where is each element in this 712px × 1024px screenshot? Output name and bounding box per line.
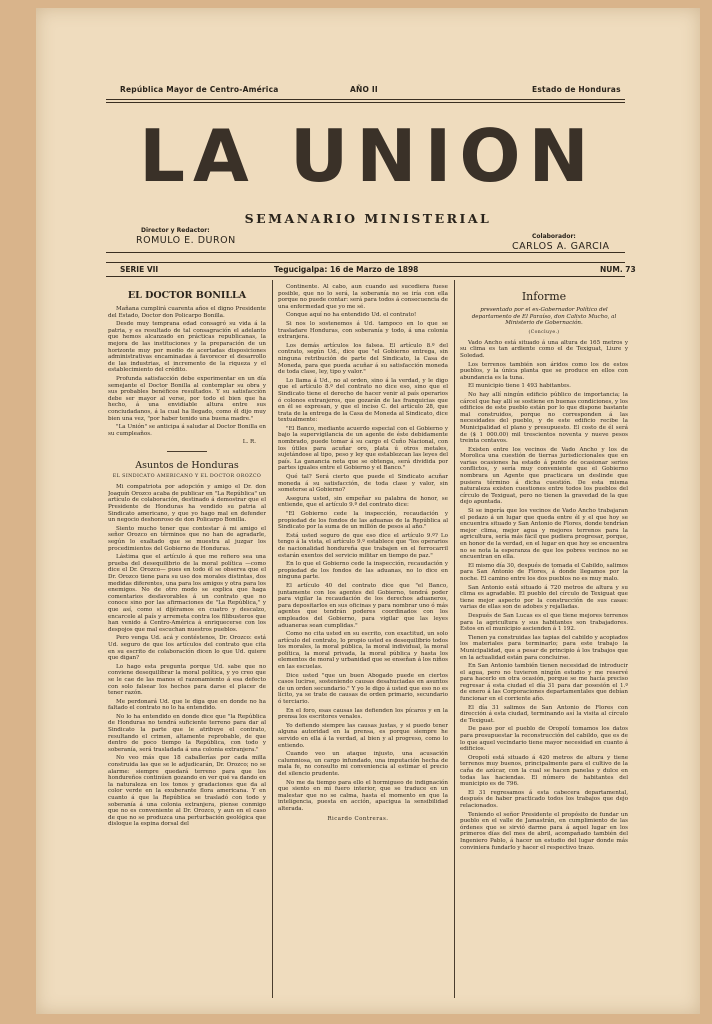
article-continued-body (278, 284, 448, 813)
issue-rule-top (106, 262, 625, 263)
informe-body (460, 340, 628, 851)
issue-series: SERIE VII (120, 265, 159, 274)
paragraph: Dice usted "que un buen Abogado puede en ciertos casos lucirse, sosteniendo causas desahuciadas en asuntos de un orden secundario." Y yo le digo á usted que eso no es lícito, ya se trate de causas de orden primario, secundario ó terciario. (278, 672, 448, 706)
paragraph: Oropolí está situado á 420 metros de altura y tiene terrenos muy buenos, principalmente para el cultivo de la caña de azúcar, con la cual se hacen panelas y dulce en todas las haciendas. El número de habitantes del municipio es de 796. (460, 754, 628, 788)
masthead-subtitle: SEMANARIO MINISTERIAL (244, 211, 492, 226)
article-divider (167, 451, 207, 452)
collaborator-label: Colaborador: (532, 233, 576, 240)
column-divider-1 (272, 280, 273, 998)
issue-rule-bottom (106, 276, 625, 277)
paragraph: El artículo 40 del contrato dice que "el Banco, juntamente con los agentes del Gobierno, tendrá poder para vigilar la recaudación de los derechos aduaneros, para depositarlos en sus oficinas y para nombrar uno ó más agentes que tendrán poderes coordinados con los empleados del Gobierno, para vigilar que las leyes aduaneras sean cumplidas." (278, 582, 448, 629)
paragraph: Continente. Al cabo, aun cuando así sucediera fuese posible, que no lo será, la soberanía no se iría con ella porque no puede contar: será para todos á consecuencia de una enfermedad que yo me sé. (278, 284, 448, 310)
paragraph: El mismo día 30, después de tomada el Cabildo, salimos para San Antonio de Flores, á donde llegamos por la noche. El camino entre los dos pueblos no es muy malo. (460, 562, 628, 582)
paragraph: Lo hago esta pregunta porque Ud. sabe que no conviene desequilibrar la moral política, y yo creo que se le cae de las manos el razonamiento á esa defecto con solo falsear los hechos para darse el placer de tener razón. (108, 663, 266, 697)
paragraph: De paso por el pueblo de Oropolí tomamos los datos para presupuestar la reconstrucción del cabildo, que es de lo que aquel vecindario tiene mayor necesidad en cuanto á edificios. (460, 726, 628, 753)
column-3 (460, 284, 628, 1006)
article-title-honduras: Asuntos de Honduras (135, 460, 239, 472)
paragraph: Mi compatriota por adopción y amigo el Dr. don Joaquín Orozco acaba de publicar en "La República" un artículo de colaboración, destinado á demostrar que el Presidente de Honduras ha vendido su patria al Sindicato americano, y que yo hago mal en defender un negocio deshonroso de don Policarpo Bonilla. (108, 484, 266, 524)
collaborator-name: CARLOS A. GARCIA (512, 241, 610, 252)
article-title-informe: Informe (521, 290, 567, 303)
header-state: Estado de Honduras (532, 85, 621, 94)
paragraph: Asegura usted, sin empeñar su palabra de honor, se entiende, que el artículo 9.º del contrato dice: (278, 495, 448, 509)
column-2 (278, 284, 448, 1006)
paragraph: Siento mucho tener que contestar á mi amigo el señor Orozco en términos que no han de agradarle, según lo exaltado que se muestra al juzgar los procedimientos del Gobierno de Honduras. (108, 525, 266, 552)
paragraph: Como no cita usted en su escrito, con exactitud, un solo artículo del contrato, lo propio usted es desequilibrio todos los morales, la moral pública, la moral individual, la moral política, la moral privada, la moral pública y hasta los elementos de moral y urbanidad que se enseñan á los niños en las escuelas. (278, 631, 448, 671)
newspaper-page (36, 8, 700, 1014)
paragraph: Lo llama á Ud., no al orden, sino á la verdad, y le digo que el artículo 8.º del contrato no dice eso, sino que el Sindicato tiene el derecho de hacer venir al país operarios ó colonos extranjeros, que gozarán de las franquicias que en él se expresan, y que el inciso C. del artículo 28, que trata de la entrega de la Casa de Moneda al Sindicato, dice textualmente: (278, 377, 448, 424)
paragraph: En lo que el Gobierno cede la inspección, recaudación y propiedad de los fondos de las aduanas, no lo dice en ninguna parte. (278, 561, 448, 581)
article-bonilla-signature: L. R. (242, 439, 256, 446)
paragraph: Conque aquí no ha entendido Ud. el contrato! (286, 312, 417, 319)
article-honduras-body (108, 484, 266, 828)
paragraph: Si se ingería que los vecinos de Vado Ancho trabajaran el pedazo á un lugar que queda entre él y el que hoy se encuentra situado y San Antonio de Flores, donde tendrían mejor clima, mejor agua y mejores terrenos para la agricultura, sería más fácil que pudiera progresar, porque, en honor de la verdad, en el lugar en que hoy se encuentra no se nota la esperanza de que los pobres vecinos no se encuentran en ella. (460, 508, 628, 561)
paragraph: Después de San Lucas es el que tiene mejores terrenos para la agricultura y sus habitantes son trabajadores. Estos en el municipio ascienden á 1 192. (460, 612, 628, 633)
paragraph: En San Antonio también tienen necesidad de introducir el agua, pero no tuvieron ningún estudio y me reservé para hacerlo en otra ocasión, porque se me hacía preciso regresar á esta ciudad el día 31 para dar posesión el 1.º de enero á las Corporaciones departamentales que debían funcionar en el corriente año. (460, 663, 628, 703)
issue-place-date: Tegucigalpa: 16 de Marzo de 1898 (274, 265, 419, 274)
paragraph: Si nos lo sostenemos á Ud. tampoco en lo que se trasladare Honduras, con soberanía y todo, á una colonia extranjera. (278, 320, 448, 341)
paragraph: Profunda satisfacción debe experimentar en un día semejante el Doctor Bonilla al contemplar su obra y sus probables benéficos resultados. Y su satisfacción debe ser mayor al verse, por todo el bien que ha hecho, á una envidiable altura entre sus conciudadanos, á la cual ha llegado, como él dijo muy bien una vez, "por haber tenido una buena madre." (108, 375, 266, 422)
paragraph: San Antonio está situado á 720 metros de altura y su clima es agradable. El pueblo del círculo de Texiguat que tiene mejor aspecto por la construcción de sus casas: varias de ellas son de adobes y rejalladas. (460, 584, 628, 611)
issue-number: NUM. 73 (600, 265, 636, 274)
informe-continued-note: (Concluye.) (528, 329, 560, 335)
director-label: Director y Redactor: (141, 227, 210, 234)
paragraph: El 31 regresamos á esta cabecera departamental, después de haber practicado todos los trabajos que dejo relacionados. (460, 789, 628, 809)
paragraph: Pero venga Ud. acá y contéstenos, Dr. Orozco: está Ud. seguro de que los artículos del contrato que cita en su escrito de colaboración dicen lo que Ud. quiere que digan? (108, 635, 266, 662)
header-republic: República Mayor de Centro-América (120, 85, 279, 94)
header-rule-bottom (106, 102, 625, 103)
paragraph: "El Gobierno cede la inspección, recaudación y propiedad de los fondos de las aduanas de la República al Sindicato por la suma de un millón de pesos al año." (278, 511, 448, 531)
header-year: AÑO II (350, 85, 378, 94)
paragraph: Vado Ancho está situado á una altura de 165 metros y su clima es tan ardiente como el de Texiguat, Liure y Soledad. (460, 339, 628, 359)
article-continued-signature: Ricardo Contreras. (327, 815, 389, 822)
informe-intro: presentado por el ex-Gobernador Político del departamento de El Paraíso, don Calixto Mucho, al Ministerio de Gobernación. (471, 307, 617, 327)
paragraph: El municipio tiene 1 493 habitantes. (468, 383, 571, 390)
director-name: ROMULO E. DURON (136, 235, 236, 246)
paragraph: No lo ha entendido en donde dice que "la República de Honduras no tendrá suficiente terreno para dar al Sindicato la parte que le atribuye el contrato, resultando el crimen, altamente reprobable, de que dentro de poco tiempo la República, con todo y soberanía, será trasladada á una colonia extranjera." (108, 713, 266, 753)
paragraph: Yo defiendo siempre las causas justas, y si puedo tener alguna autoridad en la prensa, es porque siempre he servido en ella á la verdad, al bien y al progreso, como lo entiendo. (278, 722, 448, 749)
paragraph: Cuando veo un ataque injusto, una acusación calumniosa, un cargo infundado, una imputación hecha de mala fe, no consulto mi conveniencia al estimar el precio del silencio prudente. (278, 751, 448, 777)
paragraph: "La Unión" se anticipa á saludar al Doctor Bonilla en su cumpleaños. (108, 424, 266, 437)
paragraph: Existen entre los vecinos de Vado Ancho y los de Morolica una cuestión de tierras jurisdiccionales que en varias ocasiones ha estado á punto de ocasionar serios conflictos, y sería muy conveniente que el Gobierno nombrara un Agente que practicara un deslinde que pusiera término á dicha cuestión. De esta misma naturaleza existen cuestiones entre todos los pueblos del círculo de Texiguat, pero no tienen la gravedad de la que dejo apuntada. (460, 446, 628, 506)
article-subtitle-sindicato: EL SINDICATO AMERICANO Y EL DOCTOR OROZCO (112, 474, 262, 480)
paragraph: No hay allí ningún edificio público de importancia; la cárcel que hay allí se sostiene en buenas condiciones, y los edificios de este pueblo están por lo que dispone bastante mal construidos, porque no corresponden á las necesidades del pueblo, y de este edificio recibe la Municipalidad el plano y presupuesto. El costo de él será de ($ 1 000.00) mil trescientos noventa y nueve pesos treinta centavos. (460, 391, 628, 445)
paragraph: Me perdonará Ud. que le diga que en donde no ha faltado el contrato no lo ha entendido. (108, 698, 266, 712)
column-1 (108, 284, 266, 1006)
paragraph: "El Banco, mediante acuerdo especial con el Gobierno y bajo la supervigilancia de un agente de éste debidamente nombrado, puede tomar á su cargo el Cuño Nacional, con los útiles para acuñar oro, plata ú otros metales, sujetándose al tipo, peso y ley que establezcan las leyes del país. La ganancia neta que se obtenga, será dividida por partes iguales entre el Gobierno y el Banco." (278, 425, 448, 472)
paragraph: Los demás artículos los falsea. El artículo 8.º del contrato, según Ud., dice que "el Gobierno entrega, sin ninguna retribución de parte del Sindicato, la Casa de Moneda, para que pueda acuñar á su satisfacción moneda de toda clase, ley, tipo y valor." (278, 342, 448, 376)
masthead-rule (106, 252, 625, 253)
paragraph: Mañana cumplirá cuarenta años el digno Presidente del Estado, Doctor don Policarpo Bonilla. (108, 306, 266, 319)
paragraph: No me da tiempo para ello el hormigueo de indignación que siento en mi fuero interior, que se traduce en un malestar que no se calma, hasta el momento en que la inteligencia, puesta en acción, apacigua la sensibilidad alterada. (278, 779, 448, 812)
paragraph: Los terrenos también son áridos como los de estos pueblos, y la única planta que se produce en ellos con abundancia es la tuna. (460, 361, 628, 381)
paragraph: Lástima que el artículo á que me refiero sea una prueba del desequilibrio de la moral política —como dice el Dr. Orozco— pues en todo él se observa que el Dr. Orozco tiene para su uso dos morales distintas, dos medidas diferentes, una para los amigos y otra para los enemigos. No de otro modo se explica que haga comentarios desfavorables á un contrato que no conoce sino por las afirmaciones de "La República," y que así, como si dijéramos en cuatro y descalzo, encarcele al país y arremeta contra los filibusteros que han venido á Centro-América á enriquecerse con los despojos que mal escuchan nuestros pueblos. (108, 554, 266, 633)
paragraph: En el foro, esas causas las defienden los pícaros y en la prensa los escritores venales. (278, 707, 448, 721)
paragraph: El día 31 salimos de San Antonio de Flores con dirección á esta ciudad, terminando así la visita al círculo de Texiguat. (460, 704, 628, 724)
paragraph: No veo más que 18 caballerías por cada milla construida las que se le adjudicarán, Dr. Orozco; no se alarme: siempre quedará terreno para que los hondureños continúen gozando en ver qué va dando en la naturaleza en los tonos y gradaciones que da al color verde en la exuberante flora americana. Y en cuanto á que la República se trasladó con todo y soberanía á una colonia extranjera, piense conmigo que no es conveniente al Dr. Orozco, y aun en el caso de que no se produzca una perturbación geológica que disloque la espina dorsal del (108, 755, 266, 828)
paragraph: Qué tal? Será cierto que puede el Sindicato acuñar moneda á su satisfacción, de toda clase y valor, sin someterse al Gobierno? (278, 474, 448, 494)
paragraph: Está usted seguro de que eso dice el artículo 9.º? Lo tengo á la vista, el artículo 9.º establece que "los operarios de nacionalidad hondureña que trabajen en el ferrocarril estarán exentos del servicio militar en tiempo de paz." (278, 532, 448, 559)
paragraph: Tienen ya construidas las tapias del cabildo y acopiados los materiales para terminarlo; para este trabajo la Municipalidad, que a pesar de principio á los trabajos que en la actualidad están para concluirse. (460, 634, 628, 661)
paragraph: Desde muy temprana edad consagró su vida á la patria, y es resultado de tal consagración el adelanto que hemos alcanzado en prácticas republicanas, la mejora de las instituciones y la preparación de un horizonte muy por medio de acertadas disposiciones administrativas encaminadas á favorecer el desarrollo de las industrias, el incremento de la riqueza y el establecimiento del crédito. (108, 321, 266, 374)
column-divider-2 (454, 280, 455, 998)
article-bonilla-body (108, 306, 266, 437)
header-rule-top (106, 99, 625, 100)
article-title-bonilla: EL DOCTOR BONILLA (127, 290, 247, 301)
masthead-title: LA UNION (139, 114, 597, 198)
paragraph: Teniendo el señor Presidente el propósito de fundar un pueblo en el valle de Jamastrán, en cumplimiento de las órdenes que se sirvió darme para á aquel lugar en los primeros días del mes de abril, acompañado también del Ingeniero Pablo, á hacer un estudio del lugar donde más conviniera fundarlo y hacer el respectivo trazo. (460, 811, 628, 851)
